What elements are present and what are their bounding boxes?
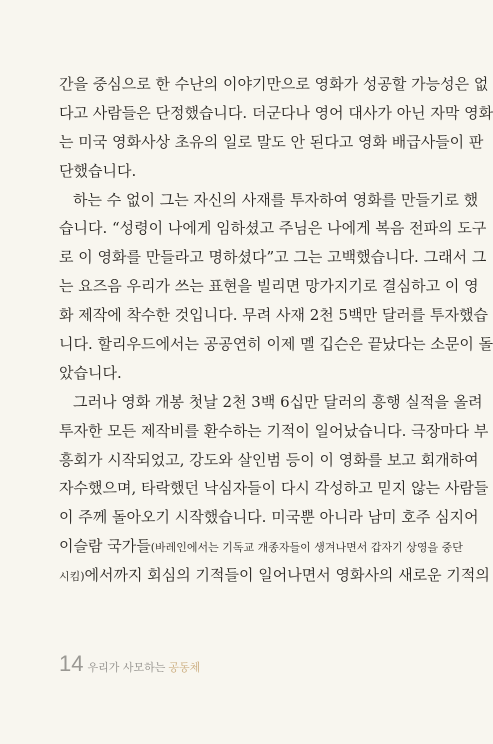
text-line: 니다. 할리우드에서는 공공연히 이제 멜 깁슨은 끝났다는 소문이 돌	[59, 335, 493, 354]
text-line: 자수했으며, 타락했던 낙심자들이 다시 각성하고 믿지 않는 사람들	[59, 479, 489, 498]
page-footer	[59, 651, 200, 677]
text-line-with-note	[59, 561, 490, 590]
parenthetical-note: (바레인에서는 기독교 개종자들이 생겨나면서 갑자기 상영을 중단	[150, 541, 463, 555]
text-line: 화 제작에 착수한 것입니다. 무려 사재 2천 5백만 달러를 투자했습	[59, 306, 489, 325]
running-title-accent: 공동체	[168, 661, 201, 674]
text-line: 하는 수 없이 그는 자신의 사재를 투자하여 영화를 만들기로 했	[73, 190, 479, 209]
text-line: 습니다. “성령이 나에게 임하셨고 주님은 나에게 복음 전파의 도구	[59, 219, 487, 238]
text-line: 흥회가 시작되었고, 강도와 살인범 등이 이 영화를 보고 회개하여	[59, 450, 479, 469]
text-line: 다고 사람들은 단정했습니다. 더군다나 영어 대사가 아닌 자막 영화	[59, 103, 493, 122]
text-line: 그러나 영화 개봉 첫날 2천 3백 6십만 달러의 흥행 실적을 올려	[73, 392, 483, 411]
text-line: 았습니다.	[59, 363, 122, 382]
text-span: 에서까지 회심의 기적들이 일어나면서 영화사의 새로운 기적의	[84, 566, 490, 585]
text-line: 간을 중심으로 한 수난의 이야기만으로 영화가 성공할 가능성은 없	[59, 75, 489, 93]
parenthetical-note: 시킴)	[59, 570, 85, 584]
text-line: 는 미국 영화사상 초유의 일로 말도 안 된다고 영화 배급사들이 판	[59, 132, 484, 151]
text-line: 이 주께 돌아오기 시작했습니다. 미국뿐 아니라 남미 호주 심지어	[59, 508, 479, 527]
text-line: 는 요즈음 우리가 쓰는 표현을 빌리면 망가지기로 결심하고 이 영	[59, 277, 479, 296]
text-line-with-note	[59, 532, 463, 561]
running-title: 우리가 사모하는	[87, 661, 166, 674]
body-text	[59, 70, 493, 590]
text-span: 이슬람 국가들	[59, 537, 151, 556]
text-line: 투자한 모든 제작비를 환수하는 기적이 일어났습니다. 극장마다 부	[59, 421, 489, 440]
text-line: 단했습니다.	[59, 161, 137, 180]
page-number: 14	[59, 651, 84, 676]
text-line: 로 이 영화를 만들라고 명하셨다”고 그는 고백했습니다. 그래서 그	[59, 248, 487, 267]
